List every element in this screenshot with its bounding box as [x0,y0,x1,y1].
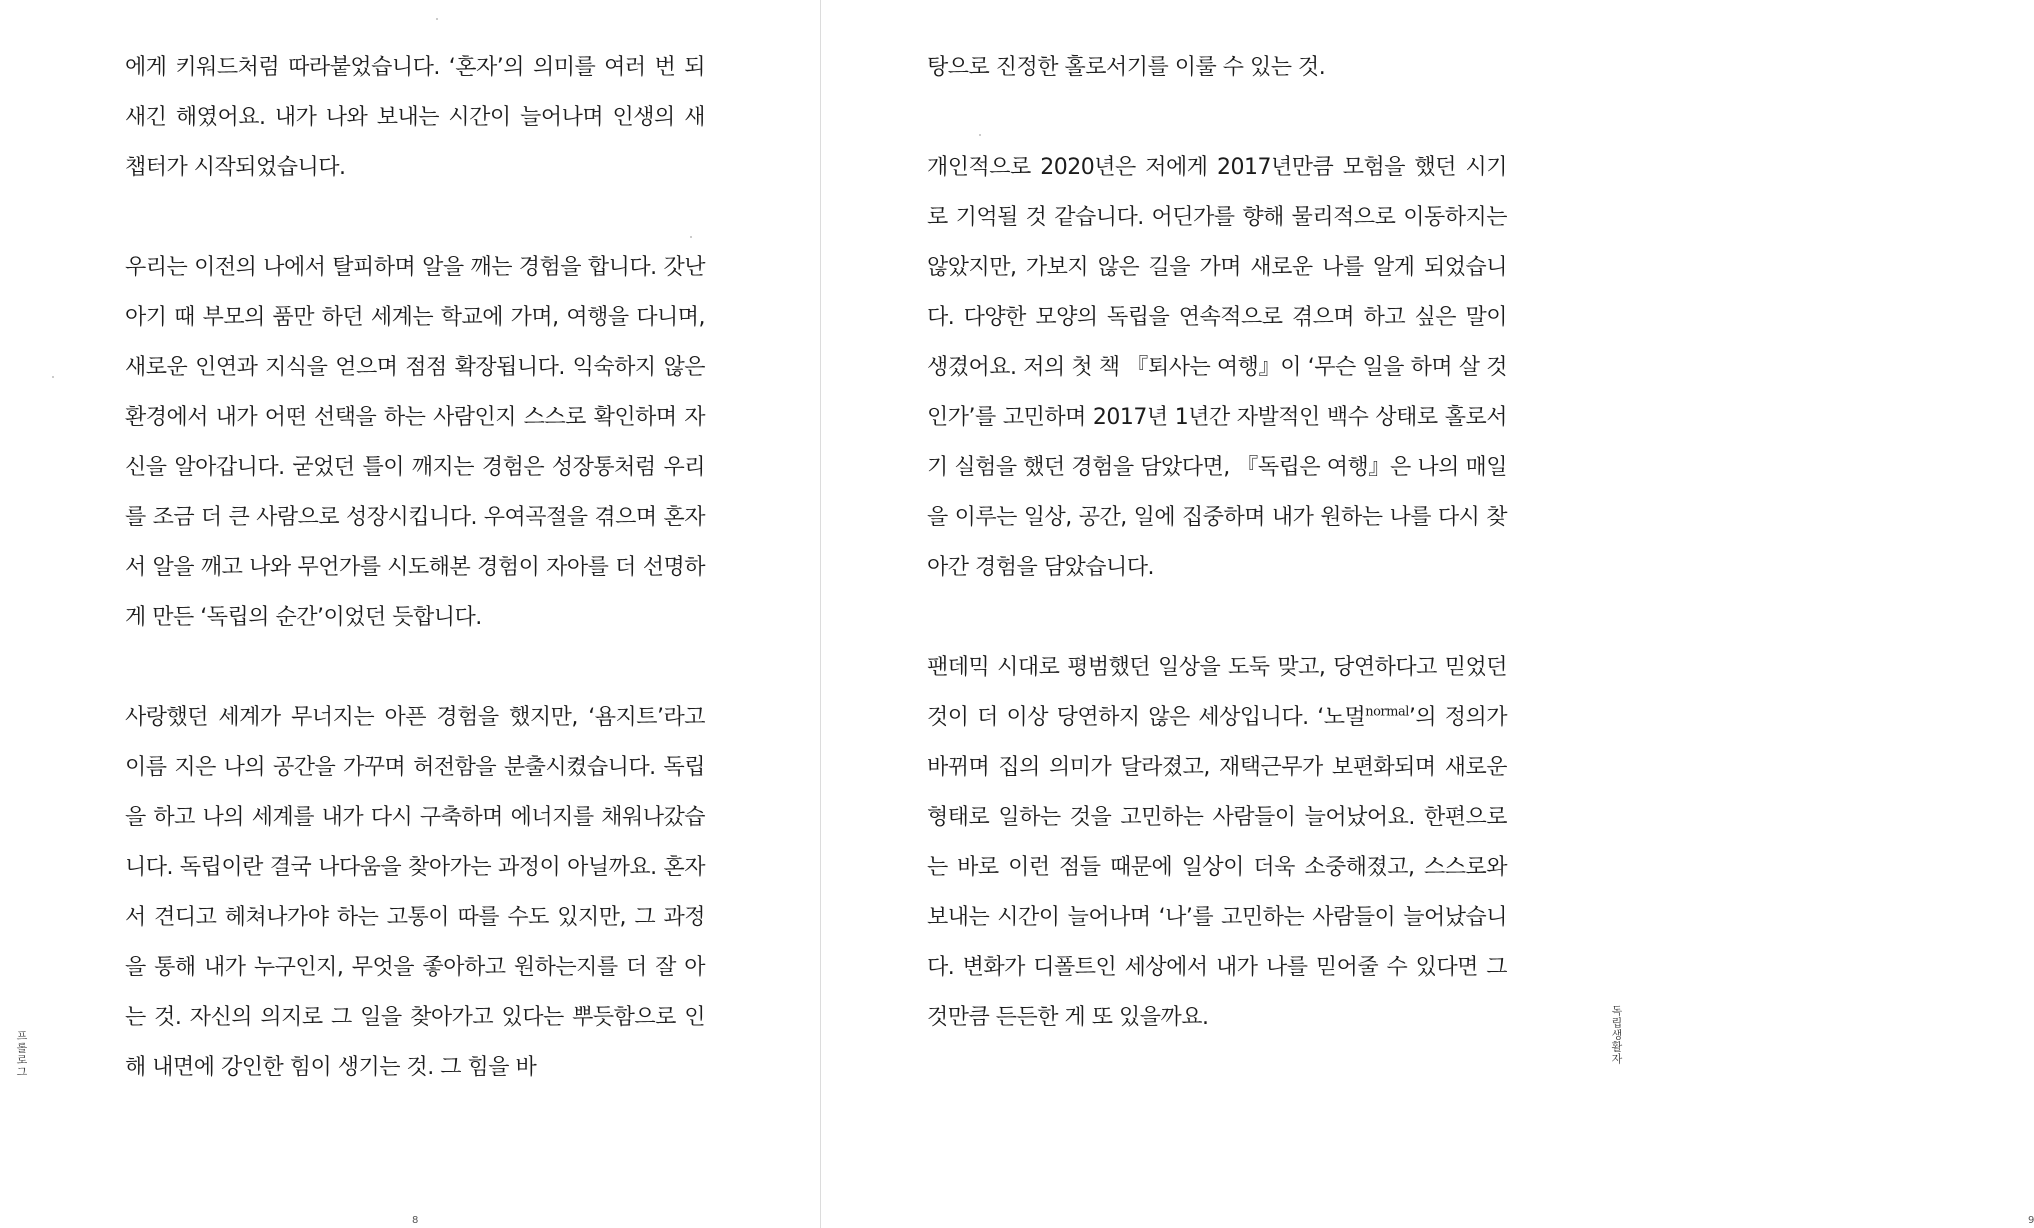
right-page [821,0,2034,1228]
right-page-number: 9 [2028,1215,2034,1226]
paper-speck [52,376,54,378]
right-paragraph-3-end: ’의 정의가 바뀌며 집의 의미가 달라졌고, 재택근무가 보편화되며 새로운 형태로 일하는 것을 고민하는 사람들이 늘어났어요. 한편으로는 바로 이런 점들 때문에 일상이 더욱 소중해졌고, 스스로와 보내는 시간이 늘어나며 ‘나’를 고민하는 사람들이 늘어났습니다. 변화가 디폴트인 세상에서 내가 나를 믿어줄 수 있다면 그것만큼 든든한 게 또 있을까요. [927,705,1508,1030]
right-paragraph-3-start: 팬데믹 시대로 평범했던 일상을 도둑 맞고, 당연하다고 믿었던 것이 더 이상 당연하지 않은 세상입니다. ‘노멀 [927,655,1507,730]
right-paragraph-3 [927,643,1507,1043]
right-paragraph-1: 탕으로 진정한 홀로서기를 이룰 수 있는 것. [927,55,1326,80]
right-running-head: 독립생활자 [1610,1005,1623,1065]
left-running-head: 프롤로그 [15,1030,28,1078]
left-paragraph-3: 사랑했던 세계가 무너지는 아픈 경험을 했지만, ‘욤지트’라고 이름 지은 나의 공간을 가꾸며 허전함을 분출시켰습니다. 독립을 하고 나의 세계를 내가 다시 구축하며 에너지를 채워나갔습니다. 독립이란 결국 나다움을 찾아가는 과정이 아닐까요. 혼자서 견디고 헤쳐나가야 하는 고통이 따를 수도 있지만, 그 과정을 통해 내가 누구인지, 무엇을 좋아하고 원하는지를 더 잘 아는 것. 자신의 의지로 그 일을 찾아가고 있다는 뿌듯함으로 인해 내면에 강인한 힘이 생기는 것. 그 힘을 바 [125,705,705,1080]
left-paragraph-1: 에게 키워드처럼 따라붙었습니다. ‘혼자’의 의미를 여러 번 되새긴 해였어요. 내가 나와 보내는 시간이 늘어나며 인생의 새 챕터가 시작되었습니다. [125,55,705,180]
right-paragraph-2: 개인적으로 2020년은 저에게 2017년만큼 모험을 했던 시기로 기억될 것 같습니다. 어딘가를 향해 물리적으로 이동하지는 않았지만, 가보지 않은 길을 가며 새로운 나를 알게 되었습니다. 다양한 모양의 독립을 연속적으로 겪으며 하고 싶은 말이 생겼어요. 저의 첫 책 『퇴사는 여행』이 ‘무슨 일을 하며 살 것인가’를 고민하며 2017년 1년간 자발적인 백수 상태로 홀로서기 실험을 했던 경험을 담았다면, 『독립은 여행』은 나의 매일을 이루는 일상, 공간, 일에 집중하며 내가 원하는 나를 다시 찾아간 경험을 담았습니다. [927,155,1507,580]
paper-speck [979,134,981,136]
left-page-number: 8 [412,1215,419,1226]
left-page-body [125,43,705,1093]
left-page [0,0,820,1228]
normal-superscript: normal [1365,704,1409,720]
right-page-body [927,43,1507,1043]
left-paragraph-2: 우리는 이전의 나에서 탈피하며 알을 깨는 경험을 합니다. 갓난아기 때 부모의 품만 하던 세계는 학교에 가며, 여행을 다니며, 새로운 인연과 지식을 얻으며 점점 확장됩니다. 익숙하지 않은 환경에서 내가 어떤 선택을 하는 사람인지 스스로 확인하며 자신을 알아갑니다. 굳었던 틀이 깨지는 경험은 성장통처럼 우리를 조금 더 큰 사람으로 성장시킵니다. 우여곡절을 겪으며 혼자서 알을 깨고 나와 무언가를 시도해본 경험이 자아를 더 선명하게 만든 ‘독립의 순간’이었던 듯합니다. [125,255,705,630]
paper-speck [690,236,692,238]
paper-speck [436,18,438,20]
